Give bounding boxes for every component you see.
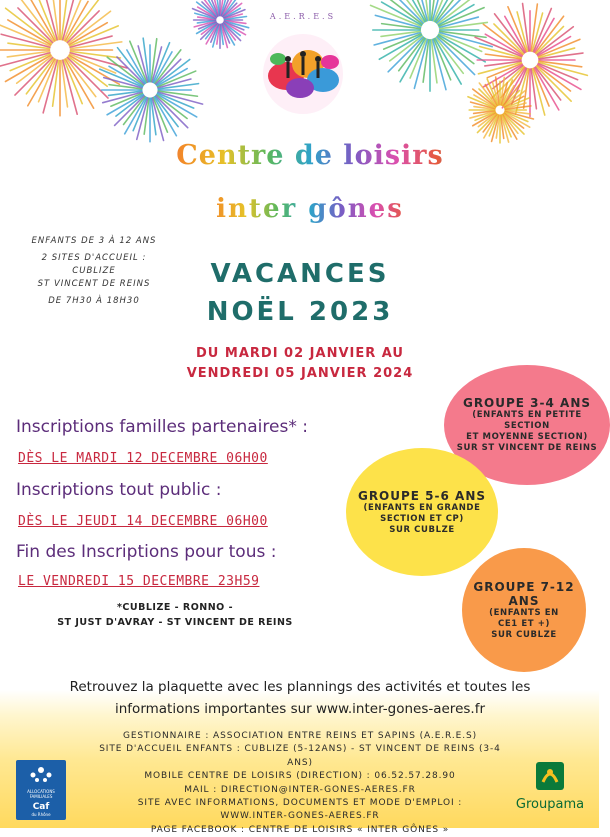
firework-ray xyxy=(494,24,524,54)
firework-ray xyxy=(156,96,188,128)
groupama-name: Groupama xyxy=(515,797,585,812)
firework-ray xyxy=(67,11,99,43)
firework-ray xyxy=(156,59,181,84)
footer-gestionnaire: GESTIONNAIRE : ASSOCIATION ENTRE REINS ET SAPINS (A.E.R.E.S) xyxy=(122,731,478,741)
groupama-logo-icon xyxy=(510,760,590,822)
retrouvez-line1: Retrouvez la plaquette avec les plannings des activités et toutes les xyxy=(69,679,531,695)
retrouvez-text xyxy=(20,676,580,720)
heading-line1: VACANCES xyxy=(210,259,390,289)
heading-line2: NOËL 2023 xyxy=(206,297,394,327)
info-sites: 2 SITES D'ACCUEIL : xyxy=(41,253,147,263)
dates-block xyxy=(140,344,460,384)
aeres-logo xyxy=(248,4,358,124)
logo-text: A.E.R.E.S xyxy=(269,12,337,21)
firework-ray xyxy=(115,96,145,126)
inscriptions-fin-label: Fin des Inscriptions pour tous : xyxy=(16,542,277,562)
group-7-12-circle xyxy=(462,548,586,672)
caf-logo xyxy=(16,760,66,820)
groupama-logo xyxy=(510,760,590,822)
firework-ray xyxy=(15,57,53,95)
footer-site-info: SITE AVEC INFORMATIONS, DOCUMENTS ET MODE D'EMPLOI : xyxy=(137,798,463,809)
left-info-block xyxy=(10,235,178,308)
firework-ray xyxy=(223,23,240,40)
communes-line2: ST JUST D'AVRAY - ST VINCENT DE REINS xyxy=(57,617,293,628)
caf-line1: ALLOCATIONS xyxy=(27,789,55,794)
inscriptions-public-label: Inscriptions tout public : xyxy=(16,480,222,500)
footer-mail: MAIL : DIRECTION@INTER-GONES-AERES.FR xyxy=(184,784,416,795)
firework-ray xyxy=(536,66,571,101)
info-age: ENFANTS DE 3 À 12 ANS xyxy=(31,236,157,246)
inscriptions-fin-date: LE VENDREDI 15 DECEMBRE 23H59 xyxy=(18,574,260,589)
firework-ray xyxy=(477,114,496,133)
info-site-cublize: CUBLIZE xyxy=(72,266,116,276)
info-site-st-vincent: ST VINCENT DE REINS xyxy=(37,279,151,289)
group-title: GROUPE 3-4 ANS xyxy=(462,396,592,410)
group-title: GROUPE 5-6 ANS xyxy=(357,488,487,503)
footer-website: WWW.INTER-GONES-AERES.FR xyxy=(220,811,380,822)
group-detail: SUR CUBLZE xyxy=(491,629,557,640)
group-5-6-circle xyxy=(346,448,498,576)
retrouvez-line2: informations importantes sur www.inter-gones-aeres.fr xyxy=(115,701,485,717)
centre-de-loisirs-title: Centre de loisirs xyxy=(140,140,480,171)
group-detail: SECTION xyxy=(504,421,550,431)
firework-ray xyxy=(504,114,524,134)
caf-line3: Caf xyxy=(32,802,50,812)
group-title: GROUPE 7-12 xyxy=(473,579,575,594)
dates-line2: VENDREDI 05 JANVIER 2024 xyxy=(186,366,414,381)
inscriptions-public-date: DÈS LE JEUDI 14 DECEMBRE 06H00 xyxy=(18,514,268,529)
inter-gones-title: inter gônes xyxy=(180,194,440,224)
caf-line2: FAMILIALES xyxy=(29,794,53,799)
footer-sites: SITE D'ACCUEIL ENFANTS : CUBLIZE (5-12ANS) - ST VINCENT DE REINS (3-4 ANS) xyxy=(99,744,501,768)
group-detail: ET MOYENNE SECTION) xyxy=(466,432,588,442)
firework-ray xyxy=(117,57,144,84)
inscriptions-partenaires-date: DÈS LE MARDI 12 DECEMBRE 06H00 xyxy=(18,451,268,466)
firework-ray xyxy=(67,57,108,98)
group-detail: (ENFANTS EN GRANDE xyxy=(363,502,481,513)
inscriptions-partenaires-label: Inscriptions familles partenaires* : xyxy=(16,417,308,437)
group-detail: SUR CUBLZE xyxy=(389,524,455,535)
group-detail: (ENFANTS EN PETITE xyxy=(472,410,582,420)
firework-ray xyxy=(536,26,563,53)
firework-ray xyxy=(388,37,423,72)
vacances-heading xyxy=(170,255,430,331)
caf-line4: du Rhône xyxy=(31,812,51,817)
firework-ray xyxy=(69,23,107,45)
group-detail: SECTION ET CP) xyxy=(380,513,464,524)
communes-line1: *CUBLIZE - RONNO - xyxy=(116,602,234,613)
footer-mobile: MOBILE CENTRE DE LOISIRS (DIRECTION) : 06.52.57.28.90 xyxy=(144,771,456,782)
footer-info xyxy=(90,730,510,837)
communes-note xyxy=(30,600,320,630)
dates-line1: DU MARDI 02 JANVIER AU xyxy=(196,346,404,361)
group-detail: (ENFANTS EN xyxy=(489,607,559,618)
group-detail: SUR ST VINCENT DE REINS xyxy=(456,443,598,453)
group-detail: CE1 ET +) xyxy=(498,618,550,629)
info-hours: DE 7H30 À 18H30 xyxy=(48,296,140,306)
caf-logo-icon xyxy=(16,760,66,820)
group-title-2: ANS xyxy=(508,593,540,608)
footer-facebook: PAGE FACEBOOK : CENTRE DE LOISIRS « INTER GÔNES » xyxy=(150,824,450,835)
firework-ray xyxy=(437,37,475,75)
paint-splash-icon xyxy=(248,4,358,124)
firework-ray xyxy=(18,8,53,43)
